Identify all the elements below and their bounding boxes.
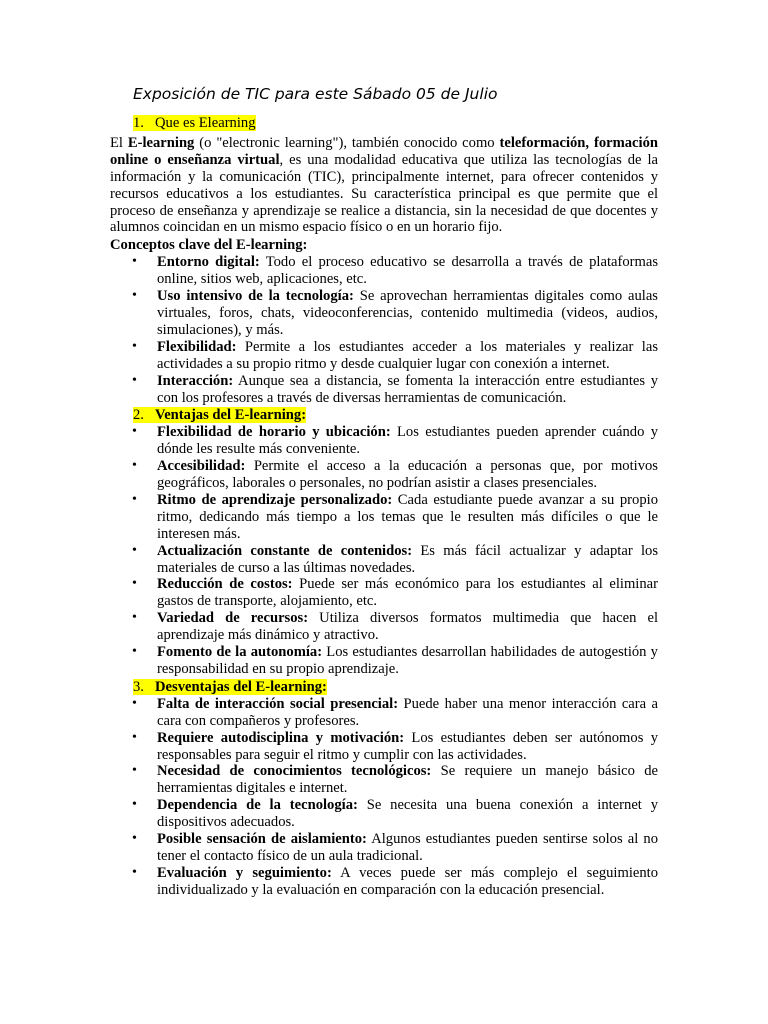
item-text: Utiliza diversos formatos multimedia que hacen el aprendizaje más dinámico y atractivo. [157, 610, 658, 644]
intro-text: , es una modalidad educativa que utiliza las tecnologías de la información y la comunicación (TIC), principalmente internet, para ofrecer contenidos y recursos educativos a los estudiantes. Su característica principal es que permite que el proceso de enseñanza y aprendizaje se realice a distancia, sin la necesidad de que docentes y alumnos coincidan en un mismo espacio físico o en un horario fijo. [110, 151, 658, 236]
section-heading-text: Desventajas del E-learning: [155, 678, 327, 695]
item-term: Uso intensivo de la tecnología: [157, 288, 354, 305]
item-term: Evaluación y seguimiento: [157, 864, 332, 881]
item-term: Flexibilidad: [157, 338, 237, 355]
item-term: Flexibilidad de horario y ubicación: [157, 424, 391, 441]
item-text: Aunque sea a distancia, se fomenta la interacción entre estudiantes y con los profesores a través de diversas herramientas de comunicación. [157, 372, 658, 406]
item-term: Falta de interacción social presencial: [157, 695, 399, 712]
item-term: Fomento de la autonomía: [157, 644, 323, 661]
item-text: Cada estudiante puede avanzar a su propio ritmo, dedicando más tiempo a los temas que le resulten más difíciles o que le interesen más. [157, 491, 658, 542]
item-term: Ritmo de aprendizaje personalizado: [157, 491, 393, 508]
intro-bold-term: teleformación, formación online o enseñanza virtual [110, 134, 658, 168]
item-text: Permite a los estudiantes acceder a los materiales y realizar las actividades a su propio ritmo y desde cualquier lugar con conexión a internet. [157, 338, 658, 372]
list-item [110, 696, 658, 730]
item-term: Requiere autodisciplina y motivación: [157, 729, 405, 746]
intro-bold-term: E-learning [127, 134, 195, 151]
list-item [110, 492, 658, 543]
list-item [110, 610, 658, 644]
list-item [110, 458, 658, 492]
section-heading-text: Que es Elearning [155, 115, 256, 131]
item-term: Interacción: [157, 372, 234, 389]
item-text: Los estudiantes pueden aprender cuándo y dónde les resulte más conveniente. [157, 424, 658, 458]
item-text: Es más fácil actualizar y adaptar los materiales de curso a las últimas novedades. [157, 542, 658, 576]
intro-paragraph [110, 135, 658, 236]
list-item [110, 254, 658, 288]
section-number: 3. [133, 678, 144, 695]
item-term: Necesidad de conocimientos tecnológicos: [157, 763, 432, 780]
item-text: Todo el proceso educativo se desarrolla a través de plataformas online, sitios web, aplicaciones, etc. [157, 254, 658, 288]
item-text: Los estudiantes desarrollan habilidades de autogestión y responsabilidad en su propio aprendizaje. [157, 644, 658, 677]
section-heading-text: Ventajas del E-learning: [155, 407, 307, 424]
concepts-list [110, 254, 658, 406]
intro-text: (o "electronic learning"), también conocido como [194, 134, 500, 151]
list-item [110, 424, 658, 458]
list-item [110, 865, 658, 899]
item-term: Entorno digital: [157, 254, 260, 271]
item-text: Algunos estudiantes pueden sentirse solos al no tener el contacto físico de un aula tradicional. [157, 831, 658, 864]
item-term: Reducción de costos: [157, 576, 293, 593]
item-text: Los estudiantes deben ser autónomos y responsables para seguir el ritmo y cumplir con las actividades. [157, 729, 658, 763]
list-item [110, 288, 658, 339]
section-heading-3 [133, 679, 658, 696]
document-title: Exposición de TIC para este Sábado 05 de Julio [133, 85, 498, 103]
item-text: A veces puede ser más complejo el seguimiento individualizado y la evaluación en comparación con la educación presencial. [157, 864, 658, 898]
item-text: Puede haber una menor interacción cara a cara con compañeros y profesores. [157, 695, 659, 729]
section-number: 2. [133, 407, 144, 424]
list-item [110, 730, 658, 764]
document-body [110, 115, 658, 899]
list-item [110, 797, 658, 831]
list-item [110, 644, 658, 678]
item-text: Se aprovechan herramientas digitales como aulas virtuales, foros, chats, videoconferencias, contenido multimedia (videos, audios, simulaciones), y más. [157, 288, 658, 338]
item-term: Posible sensación de aislamiento: [157, 831, 367, 848]
item-text: Permite el acceso a la educación a personas que, por motivos geográficos, laborales o personales, no podrían asistir a clases presenciales. [157, 458, 658, 492]
item-term: Actualización constante de contenidos: [157, 542, 413, 559]
advantages-list [110, 424, 658, 678]
list-item [110, 373, 658, 407]
item-term: Accesibilidad: [157, 458, 246, 475]
section-heading-2 [133, 407, 658, 424]
item-term: Dependencia de la tecnología: [157, 797, 358, 814]
list-item [110, 763, 658, 797]
item-term: Variedad de recursos: [157, 610, 309, 627]
item-text: Se requiere un manejo básico de herramientas digitales e internet. [157, 763, 658, 797]
item-text: Se necesita una buena conexión a internet y dispositivos adecuados. [157, 797, 658, 831]
list-item [110, 576, 658, 610]
intro-text: El [110, 134, 128, 151]
disadvantages-list [110, 696, 658, 899]
item-text: Puede ser más económico para los estudiantes al eliminar gastos de transporte, alojamiento, etc. [157, 576, 658, 610]
list-item [110, 339, 658, 373]
section-number: 1. [133, 115, 144, 131]
list-item [110, 831, 658, 865]
concepts-lead: Conceptos clave del E-learning: [110, 237, 308, 254]
list-item [110, 543, 658, 577]
section-heading-1 [133, 115, 658, 132]
